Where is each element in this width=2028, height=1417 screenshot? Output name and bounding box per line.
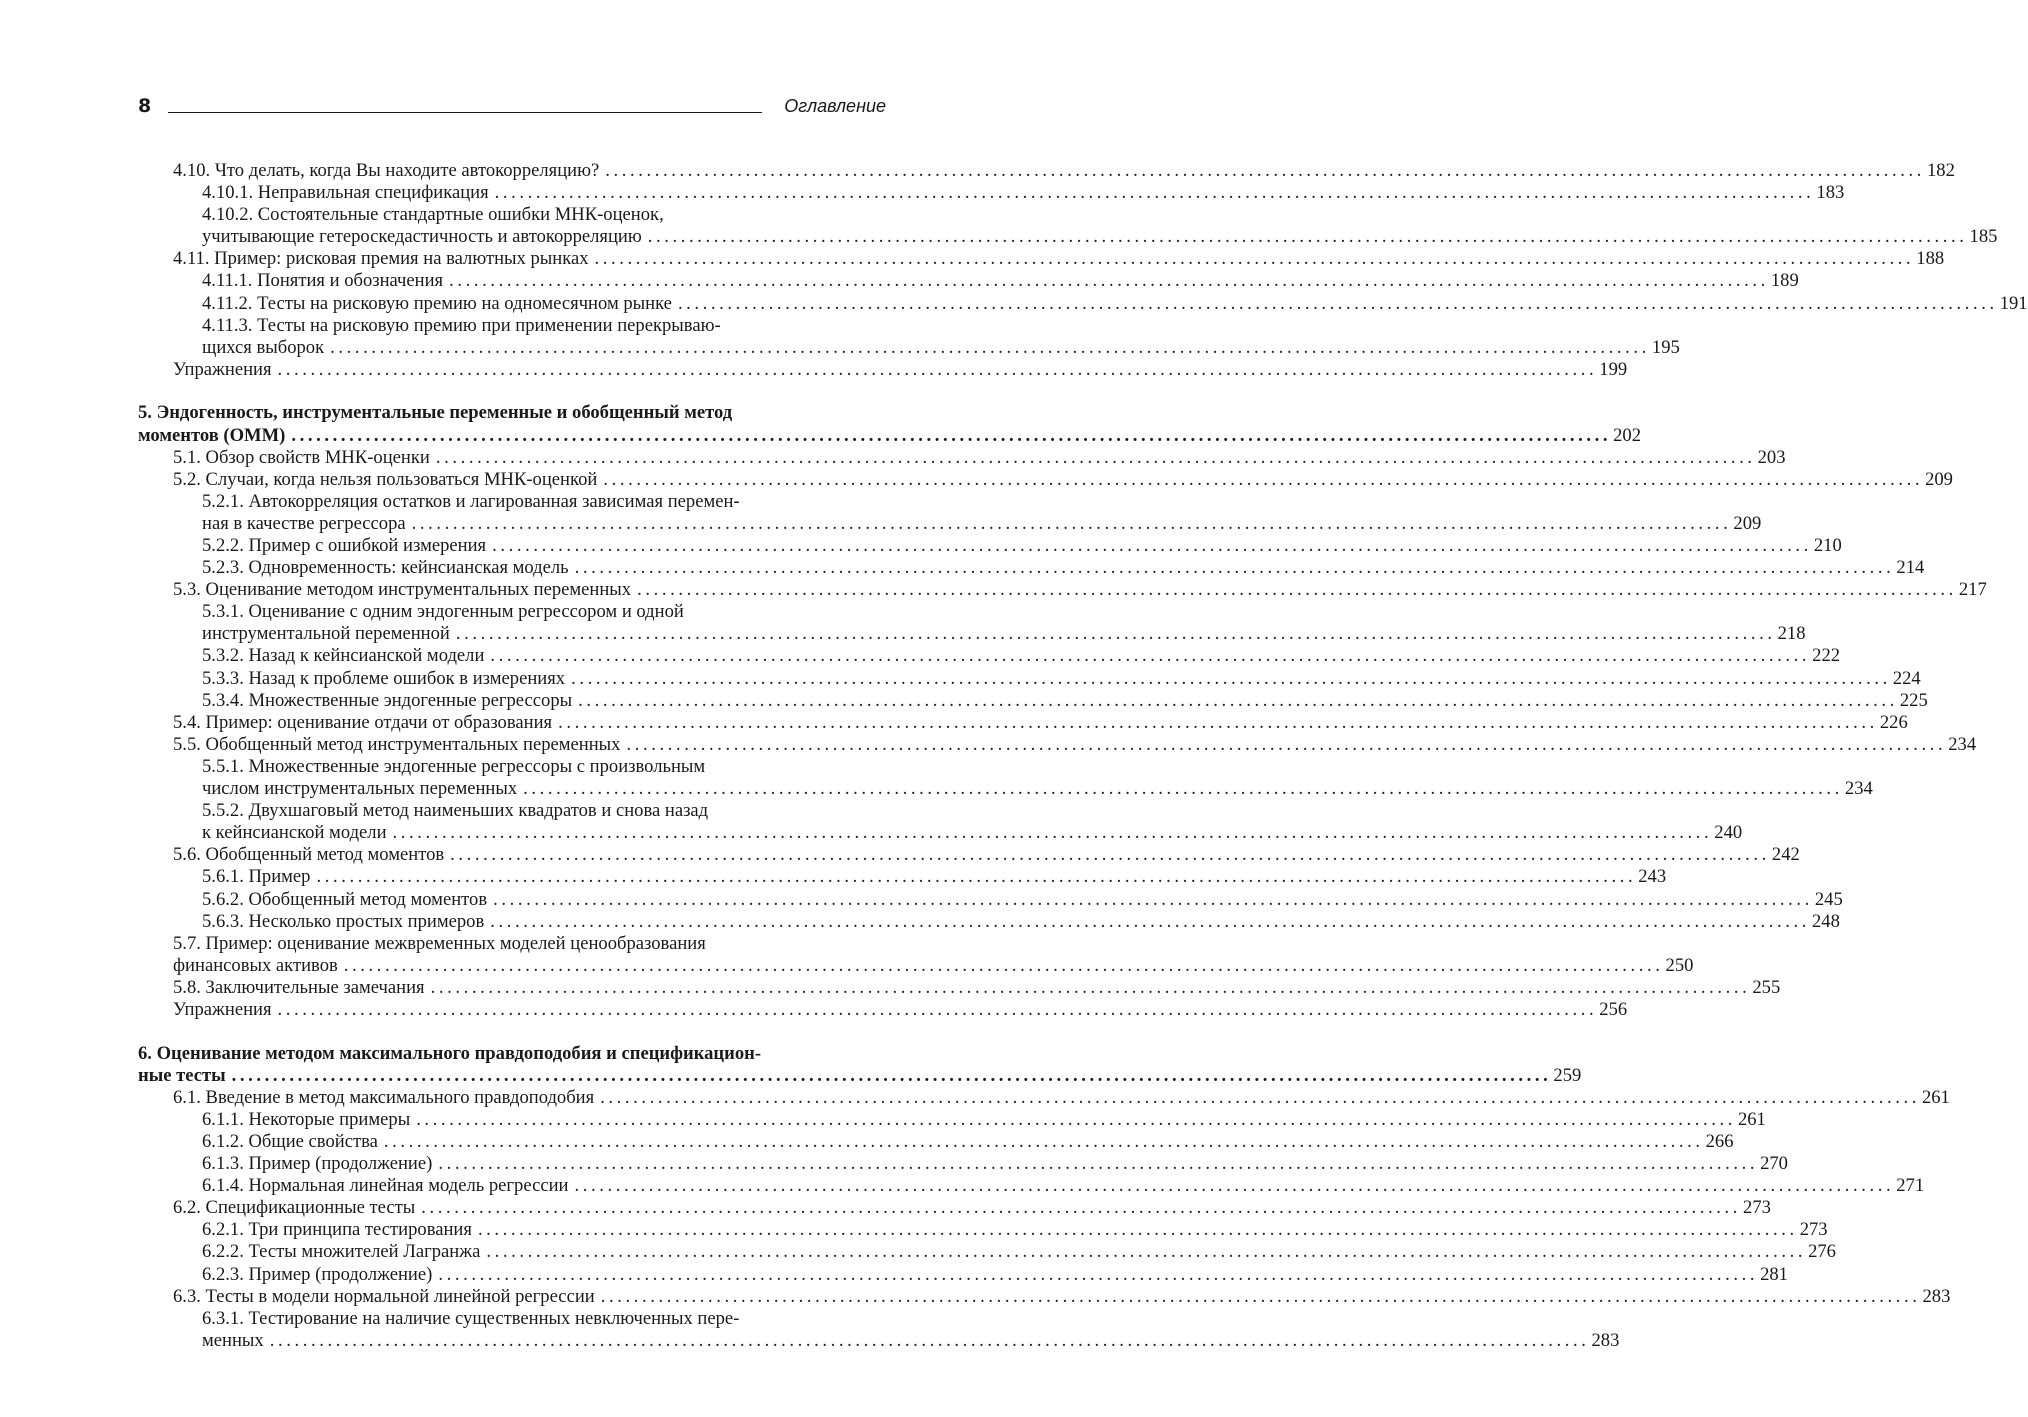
toc-page-number: 256 <box>1599 998 1628 1020</box>
dot-leader: ................................................................................................................................................................ <box>494 182 1815 204</box>
toc-page-number: 248 <box>1811 910 1840 932</box>
dot-leader: ................................................................................................................................................................ <box>343 954 1664 976</box>
toc-entry-title-line: 6.3. Тесты в модели нормальной линейной регрессии <box>173 1285 595 1307</box>
dot-leader: ................................................................................................................................................................ <box>291 424 1612 446</box>
toc-page-number: 273 <box>1799 1219 1828 1241</box>
toc-entry-title-line: 5.6.3. Несколько простых примеров <box>202 910 485 932</box>
toc-entry[interactable] <box>202 1108 1766 1131</box>
toc-entry[interactable] <box>202 888 1843 911</box>
toc-entry[interactable] <box>173 358 1628 381</box>
toc-page-number: 243 <box>1638 866 1667 888</box>
toc-page-number: 283 <box>1922 1285 1951 1307</box>
toc-entry-title-line: моментов (ОММ) <box>138 424 286 446</box>
toc-page-number: 270 <box>1760 1153 1788 1175</box>
toc-entry-title-line: финансовых активов <box>173 954 338 976</box>
toc-entry-title-line: 5.6. Обобщенный метод моментов <box>173 844 445 866</box>
toc-entry-title-line: 6. Оценивание методом максимального правдоподобия и спецификацион- <box>138 1042 762 1064</box>
toc-entry[interactable] <box>173 1086 1950 1109</box>
toc-entry-title-line: 4.10. Что делать, когда Вы находите автокорреляцию? <box>173 160 600 181</box>
toc-page-number: 226 <box>1879 711 1908 733</box>
toc-entry-title-line: 5.3.1. Оценивание с одним эндогенным регрессором и одной <box>202 601 684 623</box>
dot-leader: ................................................................................................................................................................ <box>523 778 1843 800</box>
toc-entry-title-line: 6.1.1. Некоторые примеры <box>202 1108 411 1130</box>
toc-page-number: 234 <box>1948 733 1977 755</box>
toc-page-number: 210 <box>1813 535 1842 556</box>
dot-leader: ................................................................................................................................................................ <box>600 1086 1920 1108</box>
toc-page-number: 222 <box>1812 645 1841 667</box>
toc-entry[interactable] <box>173 976 1781 999</box>
toc-entry[interactable] <box>202 866 1667 888</box>
toc-entry[interactable] <box>173 160 1955 182</box>
toc-entry[interactable] <box>202 689 1928 712</box>
dot-leader: ................................................................................................................................................................ <box>330 336 1650 358</box>
toc-page-number: 261 <box>1921 1086 1950 1108</box>
dot-leader: ................................................................................................................................................................ <box>605 160 1925 181</box>
toc-page-number: 234 <box>1844 778 1873 800</box>
toc-entry[interactable] <box>202 1263 1788 1286</box>
running-title: Оглавление <box>784 96 886 116</box>
toc-entry[interactable] <box>173 468 1953 491</box>
toc-entry-title-line: 5.2.1. Автокорреляция остатков и лагированная зависимая перемен- <box>202 490 740 512</box>
page-header <box>138 92 886 122</box>
toc-page-number: 188 <box>1916 248 1945 270</box>
toc-entry-title-line: 5.3.2. Назад к кейнсианской модели <box>202 645 485 667</box>
toc-page-number: 273 <box>1743 1197 1771 1219</box>
toc-entry[interactable] <box>202 292 2028 315</box>
toc-entry-title-line: ные тесты <box>138 1064 226 1086</box>
toc-entry[interactable] <box>202 601 1806 645</box>
toc-entry[interactable] <box>202 1130 1734 1153</box>
toc-entry-title-line: 4.10.2. Состоятельные стандартные ошибки МНК-оценок, <box>202 204 664 226</box>
dot-leader: ................................................................................................................................................................ <box>455 623 1776 645</box>
dot-leader: ................................................................................................................................................................ <box>421 1197 1742 1219</box>
dot-leader: ................................................................................................................................................................ <box>594 248 1915 270</box>
toc-entry-title-line: 6.1.4. Нормальная линейная модель регрессии <box>202 1175 569 1197</box>
toc-entry-title-line: 4.11.2. Тесты на рисковую премию на одномесячном рынке <box>202 292 672 314</box>
toc-entry-title-line: 5.6.2. Обобщенный метод моментов <box>202 888 488 910</box>
dot-leader: ................................................................................................................................................................ <box>449 270 1769 292</box>
toc-page-number: 203 <box>1757 446 1786 468</box>
dot-leader: ................................................................................................................................................................ <box>490 910 1810 932</box>
toc-entry-title-line: 4.11.1. Понятия и обозначения <box>202 270 444 292</box>
toc-entry-title-line: ная в качестве регрессора <box>202 512 406 534</box>
dot-leader: ................................................................................................................................................................ <box>486 1241 1807 1263</box>
toc-page-number: 271 <box>1896 1175 1925 1197</box>
toc-page-number: 283 <box>1591 1329 1620 1351</box>
toc-entry[interactable] <box>173 711 1908 734</box>
toc-entry-title-line: 5.5. Обобщенный метод инструментальных переменных <box>173 733 621 755</box>
toc-entry[interactable] <box>173 733 1977 756</box>
toc-entry[interactable] <box>202 910 1840 933</box>
dot-leader: ................................................................................................................................................................ <box>277 998 1598 1020</box>
toc-entry[interactable] <box>202 645 1841 667</box>
toc-entry-title-line: 6.1.2. Общие свойства <box>202 1130 378 1152</box>
dot-leader: ................................................................................................................................................................ <box>677 292 1998 314</box>
toc-entry-title-line: 5.3.3. Назад к проблеме ошибок в измерениях <box>202 667 566 689</box>
toc-page-number: 225 <box>1899 689 1928 711</box>
toc-entry[interactable] <box>202 755 1873 800</box>
toc-entry[interactable] <box>202 557 1925 579</box>
dot-leader: ................................................................................................................................................................ <box>438 1263 1759 1285</box>
toc-page-number: 259 <box>1553 1064 1582 1086</box>
toc-entry-title-line: к кейнсианской модели <box>202 822 387 844</box>
toc-page-number: 255 <box>1752 976 1781 998</box>
toc-entry-title-line: числом инструментальных переменных <box>202 778 518 800</box>
toc-entry-title-line: 4.10.1. Неправильная спецификация <box>202 182 489 204</box>
toc-entry[interactable] <box>173 932 1694 977</box>
toc-entry-title-line: 5.7. Пример: оценивание межвременных моделей ценообразования <box>173 932 706 954</box>
toc-page-number: 266 <box>1705 1130 1734 1152</box>
dot-leader: ................................................................................................................................................................ <box>637 579 1957 601</box>
dot-leader: ................................................................................................................................................................ <box>231 1064 1552 1086</box>
toc-entry[interactable] <box>202 1153 1788 1175</box>
toc-entry[interactable] <box>202 182 1845 204</box>
dot-leader: ................................................................................................................................................................ <box>626 733 1947 755</box>
toc-entry[interactable] <box>202 314 1680 359</box>
toc-entry-title-line: 6.1.3. Пример (продолжение) <box>202 1153 433 1175</box>
toc-entry[interactable] <box>202 667 1921 690</box>
toc-entry-title-line: 5.2. Случаи, когда нельзя пользоваться МНК-оценкой <box>173 468 598 490</box>
dot-leader: ................................................................................................................................................................ <box>647 226 1968 248</box>
toc-entry[interactable] <box>173 248 1945 270</box>
toc-page-number: 218 <box>1777 623 1806 645</box>
toc-entry-title-line: инструментальной переменной <box>202 623 450 645</box>
header-rule <box>168 112 762 113</box>
toc-page-number: 240 <box>1714 822 1743 844</box>
dot-leader: ................................................................................................................................................................ <box>316 866 1637 888</box>
toc-entry[interactable] <box>202 490 1762 535</box>
toc-page-number: 191 <box>1999 292 2028 314</box>
dot-leader: ................................................................................................................................................................ <box>450 844 1770 866</box>
dot-leader: ................................................................................................................................................................ <box>571 667 1891 689</box>
toc-entry-title-line: 5.2.3. Одновременность: кейнсианская модель <box>202 557 569 579</box>
toc-entry-title-line: 5.2.2. Пример с ошибкой измерения <box>202 535 487 556</box>
dot-leader: ................................................................................................................................................................ <box>277 358 1598 380</box>
toc-page-number: 281 <box>1760 1263 1788 1285</box>
toc-page-number: 183 <box>1816 182 1845 204</box>
dot-leader: ................................................................................................................................................................ <box>493 888 1813 910</box>
toc-entry-title-line: 5.8. Заключительные замечания <box>173 976 425 998</box>
toc-entry-title-line: 5.1. Обзор свойств МНК-оценки <box>173 446 430 468</box>
toc-entry-title-line: 4.11.3. Тесты на рисковую премию при применении перекрываю- <box>202 314 721 336</box>
table-of-contents <box>138 160 2028 1352</box>
toc-entry-title-line: менных <box>202 1329 264 1351</box>
toc-entry-title-line: 6.2.2. Тесты множителей Лагранжа <box>202 1241 481 1263</box>
dot-leader: ................................................................................................................................................................ <box>603 468 1924 490</box>
toc-page-number: 242 <box>1771 844 1800 866</box>
toc-page-number: 209 <box>1733 512 1762 534</box>
toc-page-number: 195 <box>1651 336 1680 358</box>
toc-entry[interactable] <box>202 800 1743 844</box>
toc-page-number: 217 <box>1958 579 1987 601</box>
toc-page-number: 276 <box>1808 1241 1836 1263</box>
toc-entry[interactable] <box>202 204 1998 248</box>
toc-page-number: 202 <box>1613 424 1641 446</box>
toc-entry-title-line: 5.3.4. Множественные эндогенные регрессоры <box>202 689 573 711</box>
toc-entry-title-line: 5.5.2. Двухшаговый метод наименьших квадратов и снова назад <box>202 800 709 822</box>
toc-entry-title-line: 6.2.3. Пример (продолжение) <box>202 1263 433 1285</box>
toc-entry-title-line: 5. Эндогенность, инструментальные переменные и обобщенный метод <box>138 402 733 424</box>
dot-leader: ................................................................................................................................................................ <box>411 512 1732 534</box>
dot-leader: ................................................................................................................................................................ <box>269 1329 1590 1351</box>
dot-leader: ................................................................................................................................................................ <box>490 645 1811 667</box>
toc-page-number: 250 <box>1665 954 1694 976</box>
toc-entry[interactable] <box>202 270 1799 292</box>
toc-entry[interactable] <box>173 844 1800 866</box>
dot-leader: ................................................................................................................................................................ <box>416 1108 1736 1130</box>
toc-entry[interactable] <box>173 579 1987 601</box>
toc-entry-title-line: 6.2.1. Три принципа тестирования <box>202 1219 472 1241</box>
toc-page-number: 214 <box>1896 557 1925 579</box>
toc-entry-title-line: 6.3.1. Тестирование на наличие существенных невключенных пере- <box>202 1307 740 1329</box>
dot-leader: ................................................................................................................................................................ <box>600 1285 1921 1307</box>
toc-entry-title-line: 6.1. Введение в метод максимального правдоподобия <box>173 1086 595 1108</box>
toc-entry-title-line: Упражнения <box>173 358 272 380</box>
toc-entry-title-line: 4.11. Пример: рисковая премия на валютных рынках <box>173 248 589 270</box>
toc-page-number: 189 <box>1770 270 1799 292</box>
toc-entry[interactable] <box>202 1241 1836 1263</box>
toc-entry-title-line: щихся выборок <box>202 336 325 358</box>
toc-page-number: 199 <box>1599 358 1628 380</box>
dot-leader: ................................................................................................................................................................ <box>574 557 1895 579</box>
dot-leader: ................................................................................................................................................................ <box>492 535 1812 556</box>
toc-chapter-entry[interactable] <box>138 402 1641 446</box>
dot-leader: ................................................................................................................................................................ <box>438 1153 1759 1175</box>
toc-entry-title-line: 5.6.1. Пример <box>202 866 311 888</box>
toc-entry-title-line: 5.5.1. Множественные эндогенные регрессоры с произвольным <box>202 755 706 777</box>
toc-page-number: 185 <box>1969 226 1998 248</box>
toc-entry[interactable] <box>202 1307 1620 1352</box>
page-number: 8 <box>138 95 152 117</box>
toc-page-number: 224 <box>1892 667 1921 689</box>
toc-page-number: 245 <box>1814 888 1843 910</box>
dot-leader: ................................................................................................................................................................ <box>430 976 1751 998</box>
toc-entry[interactable] <box>173 1197 1771 1219</box>
toc-entry-title-line: Упражнения <box>173 998 272 1020</box>
toc-entry-title-line: 6.2. Спецификационные тесты <box>173 1197 416 1219</box>
toc-page-number: 261 <box>1737 1108 1766 1130</box>
toc-entry[interactable] <box>202 1219 1828 1241</box>
toc-entry[interactable] <box>173 1285 1951 1308</box>
toc-entry[interactable] <box>173 446 1786 469</box>
toc-entry-title-line: 5.3. Оценивание методом инструментальных переменных <box>173 579 632 601</box>
toc-chapter-entry[interactable] <box>138 1042 1582 1087</box>
toc-page-number: 182 <box>1927 160 1955 181</box>
dot-leader: ................................................................................................................................................................ <box>558 711 1878 733</box>
dot-leader: ................................................................................................................................................................ <box>392 822 1713 844</box>
dot-leader: ................................................................................................................................................................ <box>574 1175 1895 1197</box>
toc-page-number: 209 <box>1925 468 1953 490</box>
toc-entry[interactable] <box>202 535 1842 557</box>
dot-leader: ................................................................................................................................................................ <box>383 1130 1704 1152</box>
toc-entry-title-line: учитывающие гетероскедастичность и автокорреляцию <box>202 226 642 248</box>
toc-entry[interactable] <box>202 1175 1925 1197</box>
dot-leader: ................................................................................................................................................................ <box>578 689 1898 711</box>
toc-entry-title-line: 5.4. Пример: оценивание отдачи от образования <box>173 711 553 733</box>
toc-entry[interactable] <box>173 998 1628 1021</box>
dot-leader: ................................................................................................................................................................ <box>477 1219 1798 1241</box>
dot-leader: ................................................................................................................................................................ <box>435 446 1756 468</box>
